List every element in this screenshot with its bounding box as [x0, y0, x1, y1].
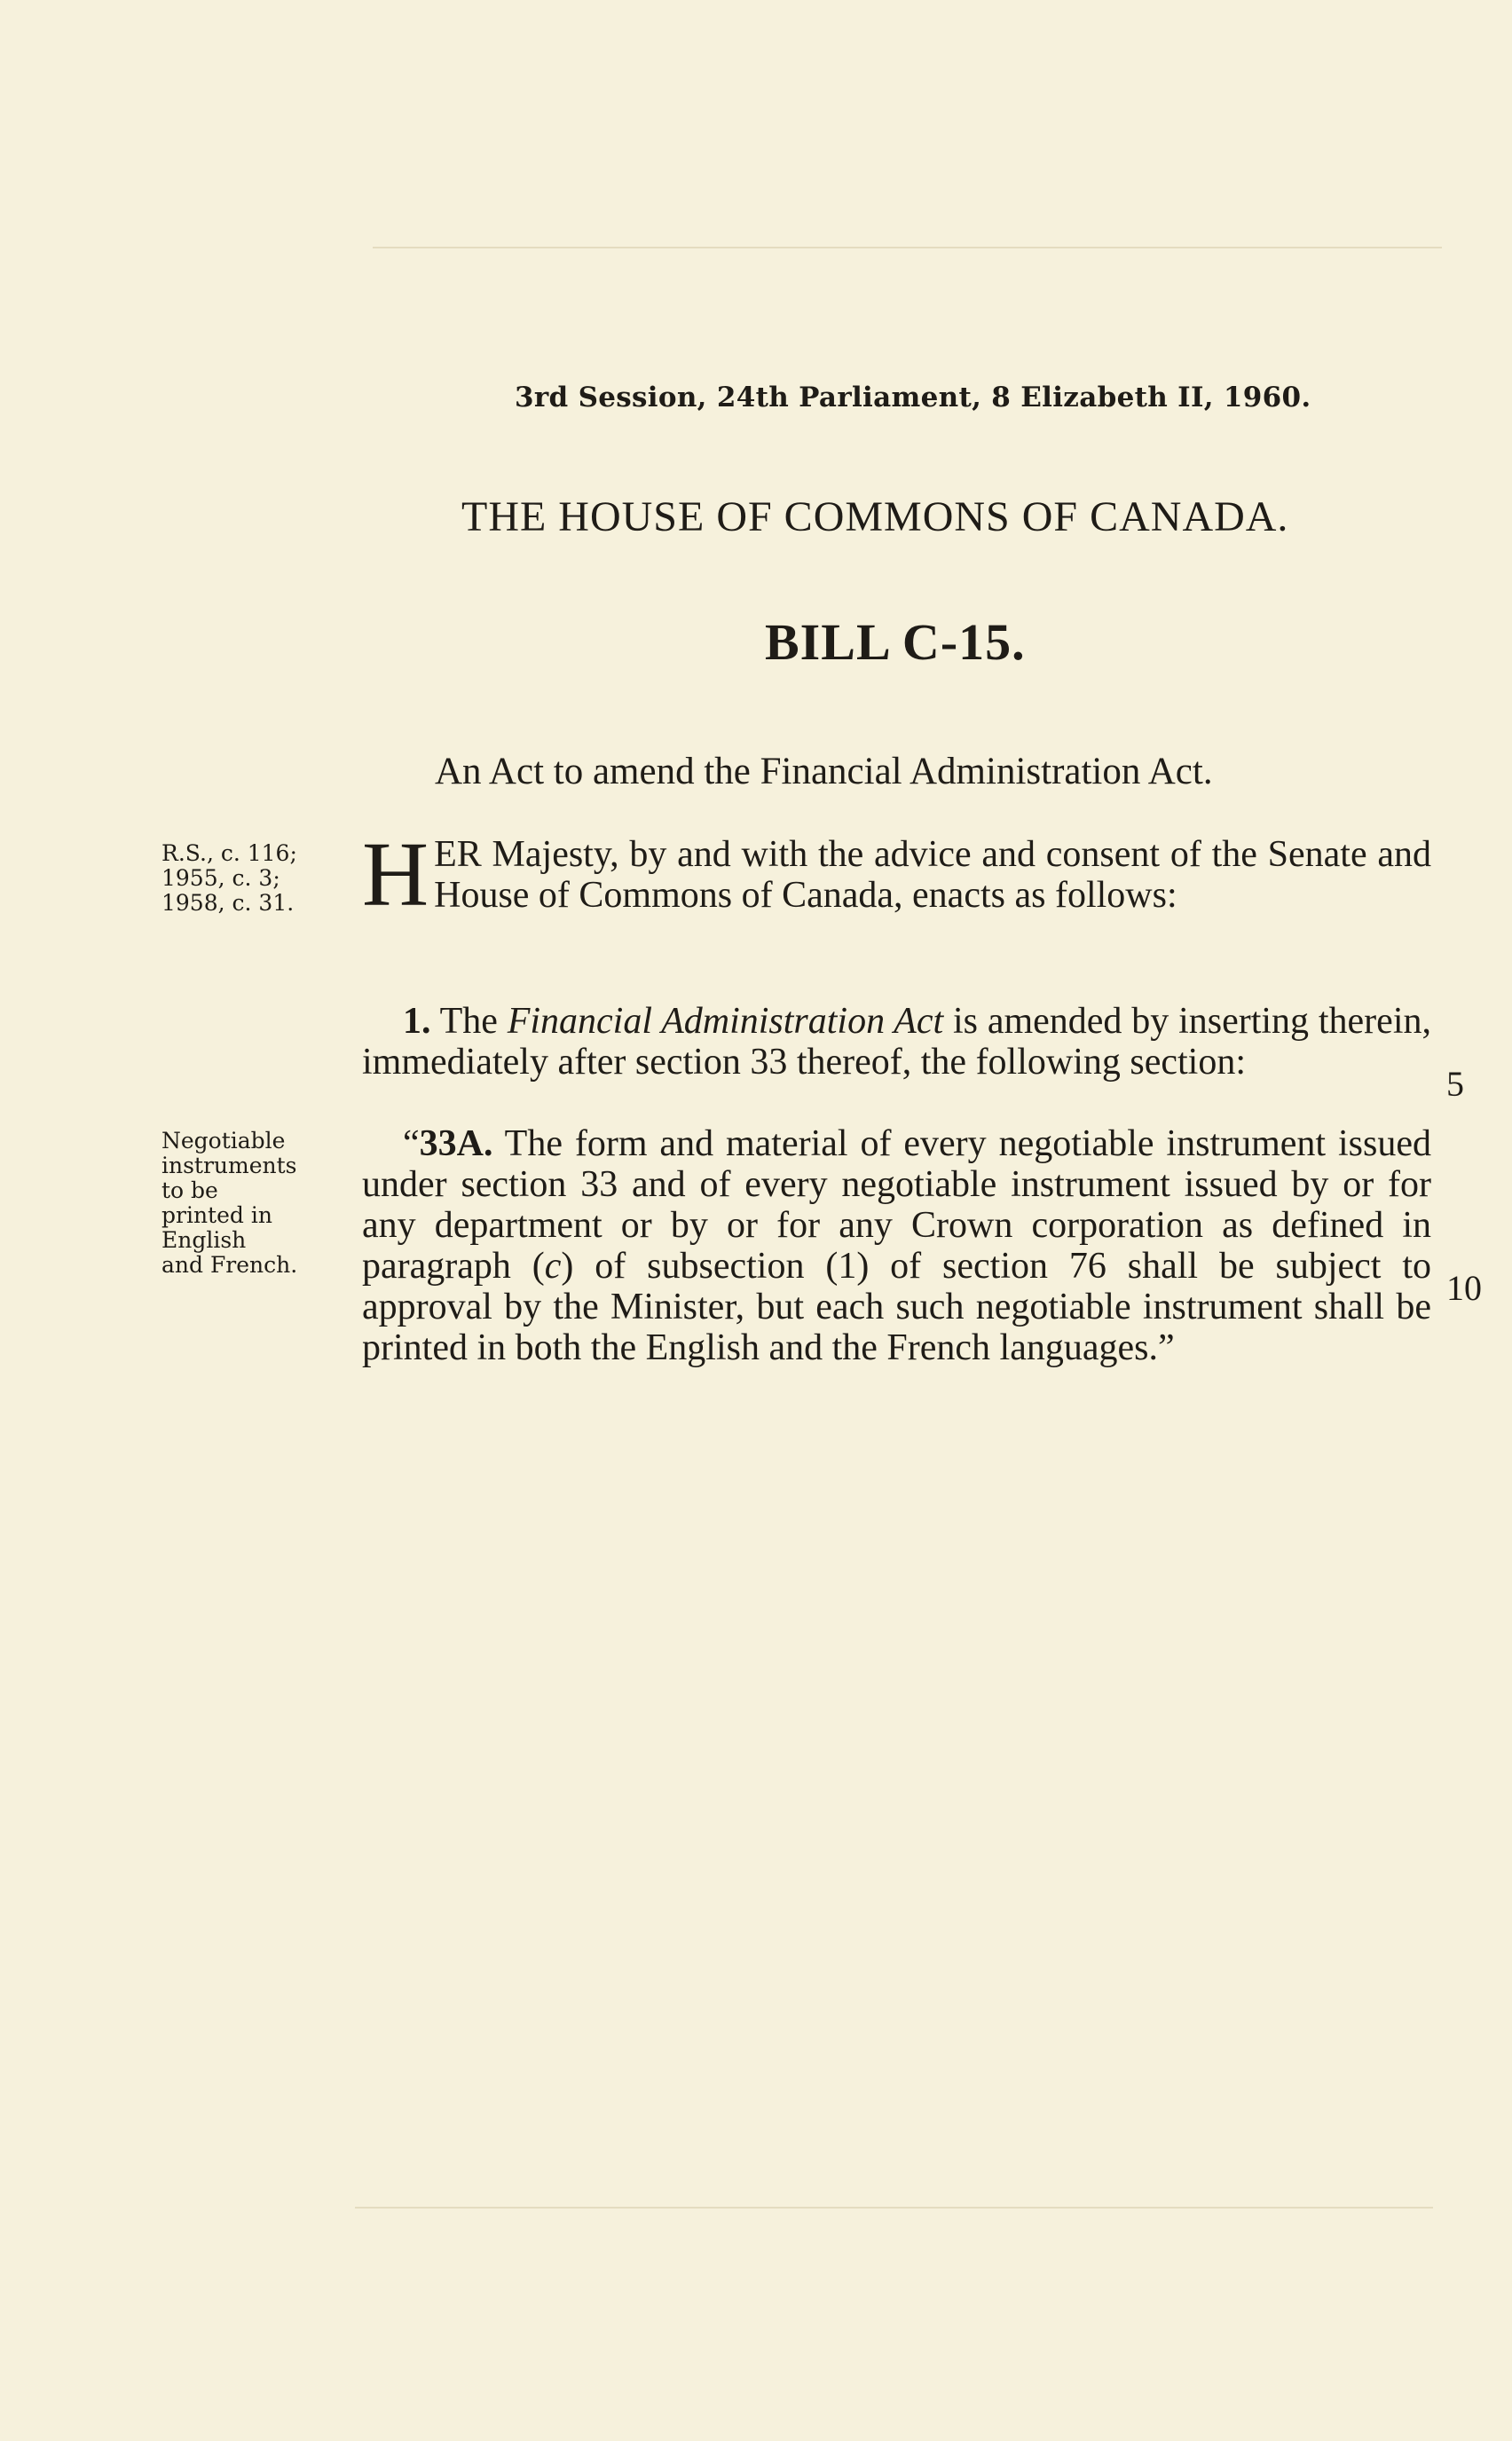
margin-note-line: Negotiable — [161, 1128, 286, 1154]
section-text: is amended by inserting therein, immediately after section 33 thereof, the following section: — [362, 1001, 1431, 1083]
line-number: 10 — [1446, 1268, 1482, 1308]
act-title: An Act to amend the Financial Administration Act. — [435, 751, 1213, 792]
margin-note-line: to be — [161, 1177, 218, 1203]
drop-cap: H — [362, 823, 429, 925]
section-text: The form and material of every negotiable instrument issued under section 33 and of every negotiable instrument issued by or for any department or by or for any Crown corporation as defined in paragraph ( — [362, 1123, 1431, 1287]
faint-rule — [373, 247, 1442, 248]
open-quote: “ — [403, 1123, 420, 1164]
margin-note-line: and French. — [161, 1252, 298, 1278]
section-number: 1. — [403, 1001, 431, 1042]
session-line: 3rd Session, 24th Parliament, 8 Elizabeth II, 1960. — [515, 382, 1311, 413]
margin-note-negotiable — [161, 1129, 339, 1278]
section-1 — [362, 1001, 1431, 1083]
section-33a — [362, 1123, 1431, 1368]
house-heading: THE HOUSE OF COMMONS OF CANADA. — [461, 493, 1289, 540]
section-text: The — [430, 1001, 508, 1042]
enacting-clause — [362, 823, 1431, 925]
act-name: Financial Administration Act — [507, 1001, 944, 1042]
enacting-text: ER Majesty, by and with the advice and consent of the Senate and House of Commons of Canada, enacts as follows: — [434, 834, 1431, 916]
paragraph-letter: c — [544, 1246, 562, 1287]
margin-note-line: 1955, c. 3; — [161, 865, 280, 891]
section-number: 33 — [419, 1123, 457, 1164]
faint-rule — [355, 2207, 1433, 2209]
margin-note-citations — [161, 841, 339, 916]
margin-note-line: printed in — [161, 1202, 272, 1228]
margin-note-line: instruments — [161, 1153, 297, 1178]
margin-note-line: R.S., c. 116; — [161, 840, 297, 866]
margin-note-line: English — [161, 1227, 247, 1253]
line-number: 5 — [1446, 1064, 1464, 1104]
section-text: ) of subsection (1) of section 76 shall be subject to approval by the Minister, but each such negotiable instrument shall be printed in both the English and the French languages.” — [362, 1246, 1431, 1368]
margin-note-line: 1958, c. 31. — [161, 890, 295, 916]
bill-number: BILL C-15. — [765, 613, 1026, 671]
section-suffix: A. — [456, 1123, 493, 1164]
